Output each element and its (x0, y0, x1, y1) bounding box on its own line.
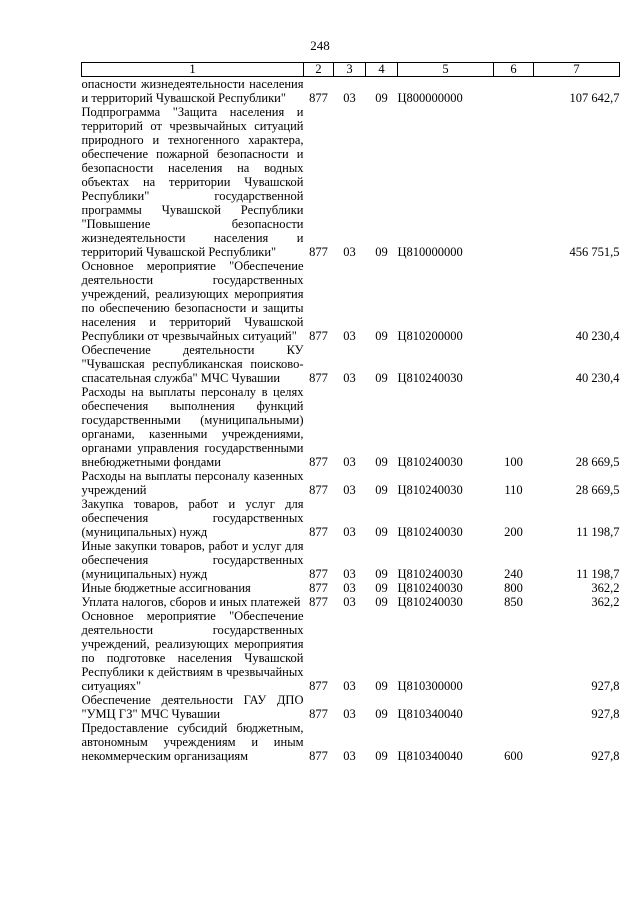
section-code: 03 (343, 329, 356, 343)
section-code: 03 (343, 525, 356, 539)
section-code: 03 (343, 455, 356, 469)
amount: 927,8 (591, 679, 620, 693)
amount: 362,2 (591, 595, 620, 609)
expense-type: 800 (504, 581, 523, 595)
admin-code: 877 (309, 245, 328, 259)
table-row (82, 259, 620, 343)
subsection-code: 09 (375, 707, 388, 721)
target-article: Ц810200000 (397, 329, 463, 343)
admin-code: 877 (309, 483, 328, 497)
subsection-code: 09 (375, 371, 388, 385)
table-row (82, 595, 620, 609)
expense-type: 110 (504, 483, 523, 497)
admin-code: 877 (309, 581, 328, 595)
admin-code: 877 (309, 455, 328, 469)
subsection-code: 09 (375, 245, 388, 259)
section-code: 03 (343, 483, 356, 497)
target-article: Ц810340040 (397, 707, 463, 721)
amount: 11 198,7 (576, 567, 620, 581)
expense-type: 600 (504, 749, 523, 763)
row-name: Расходы на выплаты персоналу казенных учреждений (81, 469, 304, 497)
subsection-code: 09 (375, 483, 388, 497)
section-code: 03 (343, 749, 356, 763)
expense-type (494, 693, 534, 721)
subsection-code: 09 (375, 567, 388, 581)
section-code: 03 (343, 567, 356, 581)
row-name: Основное мероприятие "Обеспечение деятельности государственных учреждений, реализующих мероприятия по подготовке населения Чувашской Республики к действиям в чрезвычайных ситуациях" (81, 609, 304, 693)
section-code: 03 (343, 581, 356, 595)
row-name: Основное мероприятие "Обеспечение деятельности государственных учреждений, реализующих мероприятия по обеспечению безопасности и защиты населения и территорий Чувашской Республики от чрезвычайных ситуаций" (81, 259, 304, 343)
row-name: Обеспечение деятельности ГАУ ДПО "УМЦ ГЗ" МЧС Чувашии (81, 693, 304, 721)
target-article: Ц810240030 (397, 455, 463, 469)
row-name: Закупка товаров, работ и услуг для обеспечения государственных (муниципальных) нужд (81, 497, 304, 539)
row-name: Подпрограмма "Защита населения и территорий от чрезвычайных ситуаций природного и техногенного характера, обеспечение пожарной безопасности и безопасности населения на водных объектах на территории Чувашской Республики" государственной программы Чувашской Республики "Повышение безопасности жизнедеятельности населения и территорий Чувашской Республики" (81, 105, 304, 259)
admin-code: 877 (309, 91, 328, 105)
target-article: Ц810240030 (397, 567, 463, 581)
admin-code: 877 (309, 525, 328, 539)
table-row (82, 581, 620, 595)
table-row (82, 343, 620, 385)
section-code: 03 (343, 91, 356, 105)
target-article: Ц810000000 (397, 245, 463, 259)
expense-type (494, 259, 534, 343)
target-article: Ц800000000 (397, 91, 463, 105)
column-header: 1 (82, 63, 304, 77)
table-row (82, 469, 620, 497)
section-code: 03 (343, 595, 356, 609)
table-row (82, 77, 620, 106)
expense-type: 100 (504, 455, 523, 469)
target-article: Ц810240030 (397, 525, 463, 539)
table-row (82, 105, 620, 259)
target-article: Ц810240030 (397, 581, 463, 595)
subsection-code: 09 (375, 595, 388, 609)
admin-code: 877 (309, 567, 328, 581)
row-name: Иные закупки товаров, работ и услуг для обеспечения государственных (муниципальных) нужд (81, 539, 304, 581)
target-article: Ц810240030 (397, 483, 463, 497)
row-name: опасности жизнедеятельности населения и территорий Чувашской Республики" (81, 77, 304, 105)
page-number: 248 (310, 38, 330, 53)
expense-type (494, 609, 534, 693)
admin-code: 877 (309, 329, 328, 343)
target-article: Ц810300000 (397, 679, 463, 693)
expense-type: 240 (504, 567, 523, 581)
amount: 362,2 (591, 581, 620, 595)
subsection-code: 09 (375, 679, 388, 693)
subsection-code: 09 (375, 525, 388, 539)
expense-type (494, 343, 534, 385)
target-article: Ц810240030 (397, 595, 463, 609)
table-body (82, 77, 620, 764)
admin-code: 877 (309, 679, 328, 693)
subsection-code: 09 (375, 455, 388, 469)
amount: 107 642,7 (569, 91, 620, 105)
amount: 927,8 (591, 707, 620, 721)
table-row (82, 721, 620, 763)
subsection-code: 09 (375, 581, 388, 595)
amount: 40 230,4 (575, 371, 620, 385)
row-name: Обеспечение деятельности КУ "Чувашская республиканская поисково-спасательная служба" МЧС Чувашии (81, 343, 304, 385)
row-name: Предоставление субсидий бюджетным, автономным учреждениям и иным некоммерческим организациям (81, 721, 304, 763)
column-header: 5 (398, 63, 494, 77)
admin-code: 877 (309, 749, 328, 763)
column-header: 3 (334, 63, 366, 77)
admin-code: 877 (309, 707, 328, 721)
subsection-code: 09 (375, 749, 388, 763)
target-article: Ц810240030 (397, 371, 463, 385)
table-row (82, 497, 620, 539)
admin-code: 877 (309, 595, 328, 609)
table-row (82, 539, 620, 581)
table-header-row (82, 63, 620, 77)
table-row (82, 693, 620, 721)
row-name: Иные бюджетные ассигнования (81, 581, 251, 595)
budget-table (81, 62, 620, 763)
amount: 40 230,4 (575, 329, 620, 343)
amount: 456 751,5 (569, 245, 620, 259)
amount: 11 198,7 (576, 525, 620, 539)
subsection-code: 09 (375, 329, 388, 343)
expense-type (494, 77, 534, 106)
section-code: 03 (343, 371, 356, 385)
subsection-code: 09 (375, 91, 388, 105)
amount: 927,8 (591, 749, 620, 763)
expense-type: 200 (504, 525, 523, 539)
amount: 28 669,5 (575, 455, 620, 469)
table-row (82, 385, 620, 469)
section-code: 03 (343, 245, 356, 259)
column-header: 7 (534, 63, 620, 77)
target-article: Ц810340040 (397, 749, 463, 763)
amount: 28 669,5 (575, 483, 620, 497)
section-code: 03 (343, 707, 356, 721)
table-row (82, 609, 620, 693)
row-name: Расходы на выплаты персоналу в целях обеспечения выполнения функций государственными (муниципальными) органами, казенными учреждениями, органами управления государственными внебюджетными фондами (81, 385, 304, 469)
section-code: 03 (343, 679, 356, 693)
row-name: Уплата налогов, сборов и иных платежей (81, 595, 301, 609)
column-header: 4 (366, 63, 398, 77)
admin-code: 877 (309, 371, 328, 385)
column-header: 6 (494, 63, 534, 77)
column-header: 2 (304, 63, 334, 77)
expense-type (494, 105, 534, 259)
expense-type: 850 (504, 595, 523, 609)
